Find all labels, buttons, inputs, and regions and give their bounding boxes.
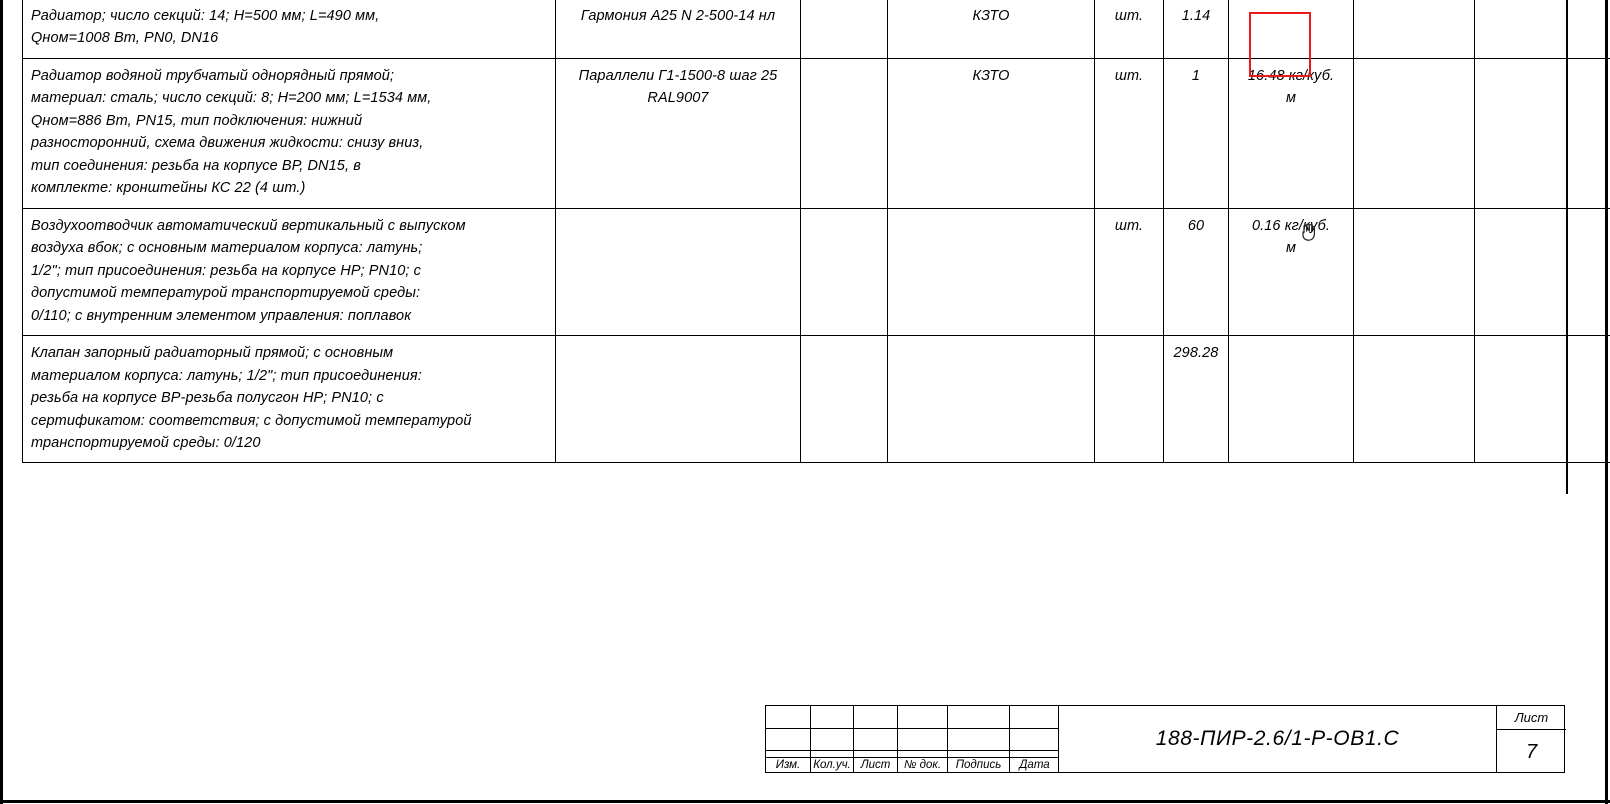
name-line: 1/2"; тип присоединения: резьба на корпусе НР; PN10; с (31, 262, 422, 279)
sheet-label: Лист (1497, 706, 1566, 730)
cell-qty[interactable]: 298.28 (1164, 336, 1229, 463)
stamp-col-list (854, 706, 898, 772)
document-code: 188-ПИР-2.6/1-Р-ОВ1.С (1155, 727, 1400, 750)
cell-extra[interactable] (1475, 0, 1610, 58)
stamp-label-izm: Изм. (775, 759, 801, 771)
mass-line: 16.48 кг/куб. (1247, 67, 1335, 84)
name-line: воздуха вбок; с основным материалом корпуса: латунь; (31, 240, 423, 257)
cell-vendor[interactable]: КЗТО (888, 0, 1095, 58)
cell-unit[interactable]: шт. (1095, 208, 1164, 335)
cell-note[interactable] (1354, 0, 1475, 58)
table-row[interactable] (23, 58, 1610, 208)
cell-mass[interactable] (1229, 336, 1354, 463)
name-line: Клапан запорный радиаторный прямой; с основным (31, 345, 394, 362)
cell-qty[interactable]: 1.14 (1164, 0, 1229, 58)
cell-code[interactable] (801, 0, 888, 58)
cell-extra[interactable] (1475, 58, 1610, 208)
name-line: Воздухоотводчик автоматический вертикальный с выпуском (31, 217, 466, 234)
name-line: Радиатор; число секций: 14; H=500 мм; L=490 мм, (31, 8, 380, 24)
mass-line: м (1285, 90, 1297, 107)
cell-note[interactable] (1354, 208, 1475, 335)
name-line: Qном=886 Вт, PN15, тип подключения: нижний (31, 112, 363, 129)
stamp-label-koluch: Кол.уч. (813, 759, 851, 771)
cell-name[interactable] (23, 208, 556, 335)
cell-vendor[interactable] (888, 208, 1095, 335)
mass-line: м (1285, 240, 1297, 257)
mass-line: 0.16 кг/куб. (1251, 217, 1331, 234)
cell-type[interactable] (556, 0, 801, 58)
table-row[interactable] (23, 208, 1610, 335)
name-line: комплекте: кронштейны КС 22 (4 шт.) (31, 180, 306, 197)
cell-name[interactable] (23, 336, 556, 463)
name-line: Qном=1008 Вт, PN0, DN16 (31, 30, 219, 47)
cell-vendor[interactable] (888, 336, 1095, 463)
stamp-col-docno (898, 706, 948, 772)
cell-code[interactable] (801, 58, 888, 208)
type-line: Параллели Г1-1500-8 шаг 25 (578, 67, 778, 84)
cell-note[interactable] (1354, 58, 1475, 208)
stamp-label-docno: № док. (903, 759, 942, 771)
specification-table (22, 0, 1610, 463)
cell-code[interactable] (801, 208, 888, 335)
cell-qty[interactable]: 60 (1164, 208, 1229, 335)
stamp-col-koluch (811, 706, 854, 772)
cell-type[interactable] (556, 58, 801, 208)
cell-unit[interactable] (1095, 336, 1164, 463)
stamp-col-date (1010, 706, 1059, 772)
stamp-label-signature: Подпись (955, 759, 1002, 771)
name-line: Радиатор водяной трубчатый однорядный прямой; (31, 67, 395, 84)
sheet-frame-left (0, 0, 3, 804)
cell-note[interactable] (1354, 336, 1475, 463)
cell-vendor[interactable]: КЗТО (888, 58, 1095, 208)
title-block (765, 705, 1565, 773)
name-line: 0/110; с внутренним элементом управления: поплавок (31, 307, 412, 324)
cell-code[interactable] (801, 336, 888, 463)
name-line: тип соединения: резьба на корпусе ВР, DN15, в (31, 157, 361, 174)
cell-extra[interactable] (1475, 336, 1610, 463)
cell-qty[interactable]: 1 (1164, 58, 1229, 208)
sheet-number: 7 (1525, 740, 1538, 763)
stamp-col-izm (766, 706, 811, 772)
type-line: Гармония А25 N 2-500-14 нл (580, 8, 776, 24)
name-line: транспортируемой среды: 0/120 (31, 434, 261, 451)
name-line: резьба на корпусе ВР-резьба полусгон НР; PN10; с (31, 390, 384, 407)
sheet-frame-bottom (0, 800, 1610, 803)
name-line: материалом корпуса: латунь; 1/2"; тип присоединения: (31, 367, 422, 384)
stamp-col-signature (948, 706, 1010, 772)
name-line: допустимой температурой транспортируемой среды: (31, 285, 421, 302)
cell-name[interactable] (23, 0, 556, 58)
type-line: RAL9007 (647, 90, 709, 107)
stamp-revision-grid (766, 706, 1059, 772)
table-row[interactable] (23, 336, 1610, 463)
cell-type[interactable] (556, 336, 801, 463)
sheet-number-box (1496, 706, 1566, 772)
cell-name[interactable] (23, 58, 556, 208)
stamp-label-list: Лист (860, 759, 891, 771)
name-line: сертификатом: соответствия; с допустимой температурой (31, 412, 472, 429)
name-line: разносторонний, схема движения жидкости: снизу вниз, (31, 135, 424, 152)
cell-extra[interactable] (1475, 208, 1610, 335)
cell-unit[interactable]: шт. (1095, 58, 1164, 208)
name-line: материал: сталь; число секций: 8; H=200 мм; L=1534 мм, (31, 90, 432, 107)
stamp-label-date: Дата (1019, 759, 1050, 771)
table-row[interactable] (23, 0, 1610, 58)
cell-unit[interactable]: шт. (1095, 0, 1164, 58)
cell-mass[interactable] (1229, 208, 1354, 335)
cell-mass[interactable] (1229, 58, 1354, 208)
cell-mass[interactable] (1229, 0, 1354, 58)
cell-type[interactable] (556, 208, 801, 335)
